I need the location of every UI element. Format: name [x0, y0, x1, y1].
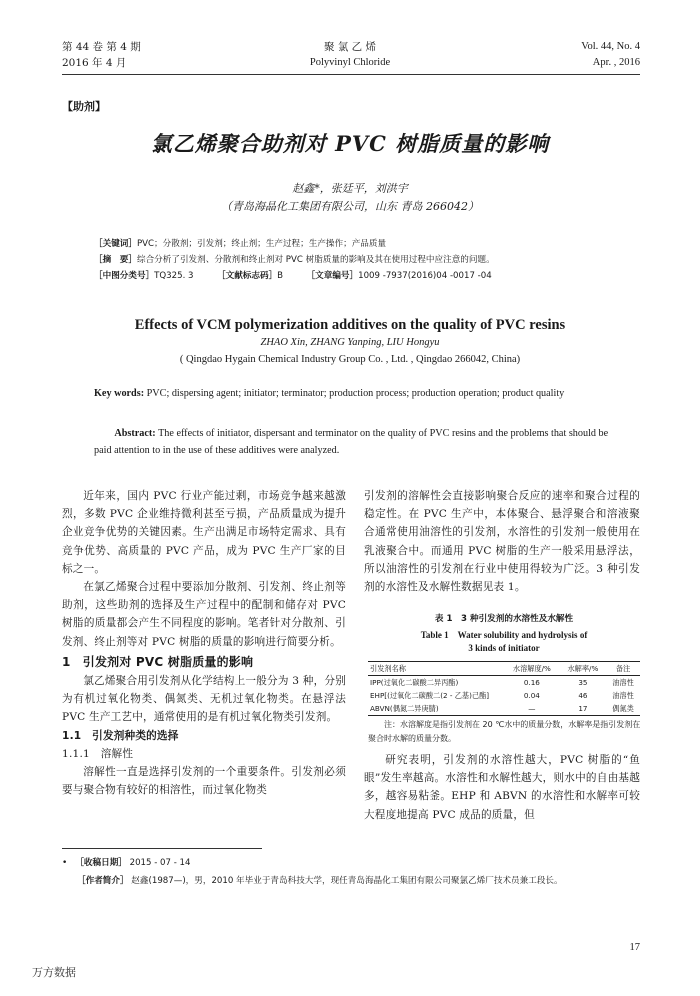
body-paragraph: 研究表明，引发剂的水溶性越大，PVC 树脂的“鱼眼”发生率越高。水溶性和水解性越大，则水中的自由基越多，越容易粘釜。EHP 和 ABVN 的水溶性和水解率可较大程度地提高 PVC 成品的质量，但: [364, 754, 640, 821]
abstract-en: [94, 425, 624, 459]
table-header-row: [368, 662, 640, 676]
authors-en: ZHAO Xin, ZHANG Yanping, LIU Hongyu: [260, 337, 440, 348]
section-tag: 【助剂】: [62, 100, 106, 113]
body-paragraph: 氯乙烯聚合用引发剂从化学结构上一般分为 3 种，分别为有机过氧化物类、偶氮类、无机过氧化物类。在悬浮法 PVC 生产工艺中，通常使用的是有机过氧化物类引发剂。: [62, 675, 346, 724]
abstract-zh-label: ［摘 要］: [94, 255, 137, 265]
header-vol-en: Vol. 44, No. 4: [581, 41, 640, 52]
body-paragraph: 引发剂的溶解性会直接影响聚合反应的速率和聚合过程的稳定性。在 PVC 生产中，本体聚合、悬浮聚合和溶液聚合通常使用油溶性的引发剂，水溶性的引发剂一般使用在乳液聚合中。而通用 PVC 树脂的生产一般采用悬浮法，所以油溶性的引发剂在行业中使用得较为广泛。3 种引发剂的水溶性及水解性数据见表 1。: [364, 490, 640, 594]
header-volume: 第 44 卷 第 4 期: [62, 41, 141, 53]
table-cell: 油溶性: [612, 690, 634, 700]
author-bio-label: ［作者简介］: [77, 876, 129, 886]
keywords-en: [94, 385, 624, 402]
table-caption-en-2: 3 kinds of initiator: [468, 643, 540, 653]
received-date: 2015 - 07 - 14: [126, 858, 191, 868]
classification-line: [94, 269, 624, 284]
table-header-cell: 备注: [615, 663, 631, 673]
table-cell: 0.04: [523, 691, 540, 700]
received-label: ［收稿日期］: [75, 858, 127, 868]
author-bio-text: 赵鑫(1987—)，男，2010 年毕业于青岛科技大学，现任青岛海晶化工集团有限公司聚氯乙烯厂技术员兼工段长。: [128, 876, 563, 886]
clc-label: ［中图分类号］: [94, 271, 155, 281]
table-cell: 17: [578, 704, 588, 713]
header-date: 2016 年 4 月: [62, 57, 127, 69]
affiliation-zh: （青岛海晶化工集团有限公司，山东 青岛 266042）: [221, 200, 479, 213]
title-zh: 氯乙烯聚合助剂对 PVC 树脂质量的影响: [150, 131, 550, 156]
doc-code-label: ［文献标志码］: [217, 271, 278, 281]
table-cell: —: [528, 704, 536, 713]
article-no-value: 1009 -7937(2016)04 -0017 -04: [358, 271, 492, 281]
keywords-zh: [94, 237, 624, 252]
header-date-en: Apr. , 2016: [592, 57, 640, 68]
table-note: 注：水溶解度是指引发剂在 20 ℃水中的质量分数，水解率是指引发剂在聚合时水解的质量分数。: [368, 720, 641, 743]
abstract-zh: [94, 253, 624, 268]
body-paragraph: 在氯乙烯聚合过程中要添加分散剂、引发剂、终止剂等助剂，这些助剂的选择及生产过程中的配制和储存对 PVC 树脂的质量都会产生不同程度的影响。笔者针对分散剂、引发剂、终止剂等对 PVC 树脂的质量的影响进行简要分析。: [62, 581, 346, 648]
table-caption-en: Table 1 Water solubility and hydrolysis of: [420, 630, 588, 640]
keywords-en-label: Key words:: [94, 388, 145, 399]
table-cell: 油溶性: [612, 677, 634, 687]
section-heading-1-1: 1.1 引发剂种类的选择: [62, 729, 179, 742]
table-row: [368, 689, 640, 702]
doc-code-value: B: [277, 271, 284, 281]
table-header-cell: 水解率/%: [567, 663, 599, 673]
footnote-rule: [62, 848, 262, 849]
body-left-column: [62, 487, 346, 799]
footnote-author: [62, 873, 640, 889]
table-cell: 0.16: [523, 678, 540, 687]
section-heading-1: 1 引发剂对 PVC 树脂质量的影响: [62, 654, 254, 669]
table-cell: 35: [578, 678, 588, 687]
section-heading-1-1-1: 1.1.1 溶解性: [62, 747, 134, 760]
page-number: 17: [629, 942, 640, 953]
abstract-en-label: Abstract:: [114, 428, 156, 439]
table-cell: IPP(过氧化二碳酸二异丙酯): [370, 677, 459, 687]
keywords-zh-label: ［关键词］: [94, 239, 137, 249]
initiator-table: [368, 661, 640, 716]
clc-value: TQ325. 3: [154, 271, 194, 281]
body-paragraph: 溶解性一直是选择引发剂的一个重要条件。引发剂必须要与聚合物有较好的相溶性，而过氧化物类: [62, 766, 346, 797]
body-right-column-top: [364, 487, 640, 596]
table-header-cell: 引发剂名称: [370, 663, 406, 673]
abstract-en-text: The effects of initiator, dispersant and terminator on the quality of PVC resins and the problems that should be paid attention to in the use of these additives were analyzed.: [94, 428, 609, 456]
header-journal-en: Polyvinyl Chloride: [309, 57, 391, 68]
keywords-zh-text: PVC；分散剂；引发剂；终止剂；生产过程；生产操作；产品质量: [136, 239, 387, 249]
affiliation-en: ( Qingdao Hygain Chemical Industry Group Co. , Ltd. , Qingdao 266042, China): [179, 354, 521, 365]
header-rule: [62, 74, 640, 75]
article-no-label: ［文章编号］: [306, 271, 359, 281]
body-paragraph: 近年来，国内 PVC 行业产能过剩，市场竞争越来越激烈，多数 PVC 企业维持微利甚至亏损，产品质量成为提升企业竞争优势的关键因素。生产出满足市场特定需求、具有竞争优势、高质量的 PVC 产品，成为 PVC 生产厂家的目标之一。: [62, 490, 346, 575]
abstract-zh-text: 综合分析了引发剂、分散剂和终止剂对 PVC 树脂质量的影响及其在使用过程中应注意的问题。: [136, 255, 495, 265]
table-row: [368, 676, 640, 690]
footnote-received: • ［收稿日期］ 2015 - 07 - 14: [62, 858, 191, 868]
header-journal-zh: 聚 氯 乙 烯: [323, 41, 376, 53]
table-cell: ABVN(偶氮二异庚腈): [370, 703, 439, 713]
keywords-en-text: PVC; dispersing agent; initiator; terminator; production process; production operation; product quality: [144, 388, 565, 399]
watermark: 万方数据: [32, 966, 76, 979]
table-cell: EHP[(过氧化二碳酸二(2 - 乙基)己酯]: [370, 690, 490, 700]
table-cell: 46: [578, 691, 588, 700]
table-cell: 偶氮类: [612, 703, 634, 713]
table-header-cell: 水溶解度/%: [512, 663, 551, 673]
table-row: [368, 702, 640, 716]
table-caption-zh: 表 1 3 种引发剂的水溶性及水解性: [434, 614, 574, 624]
authors-zh: 赵鑫*，张廷平，刘洪宇: [292, 182, 408, 195]
body-right-column-bottom: [364, 751, 640, 824]
title-en: Effects of VCM polymerization additives on the quality of PVC resins: [134, 317, 566, 333]
